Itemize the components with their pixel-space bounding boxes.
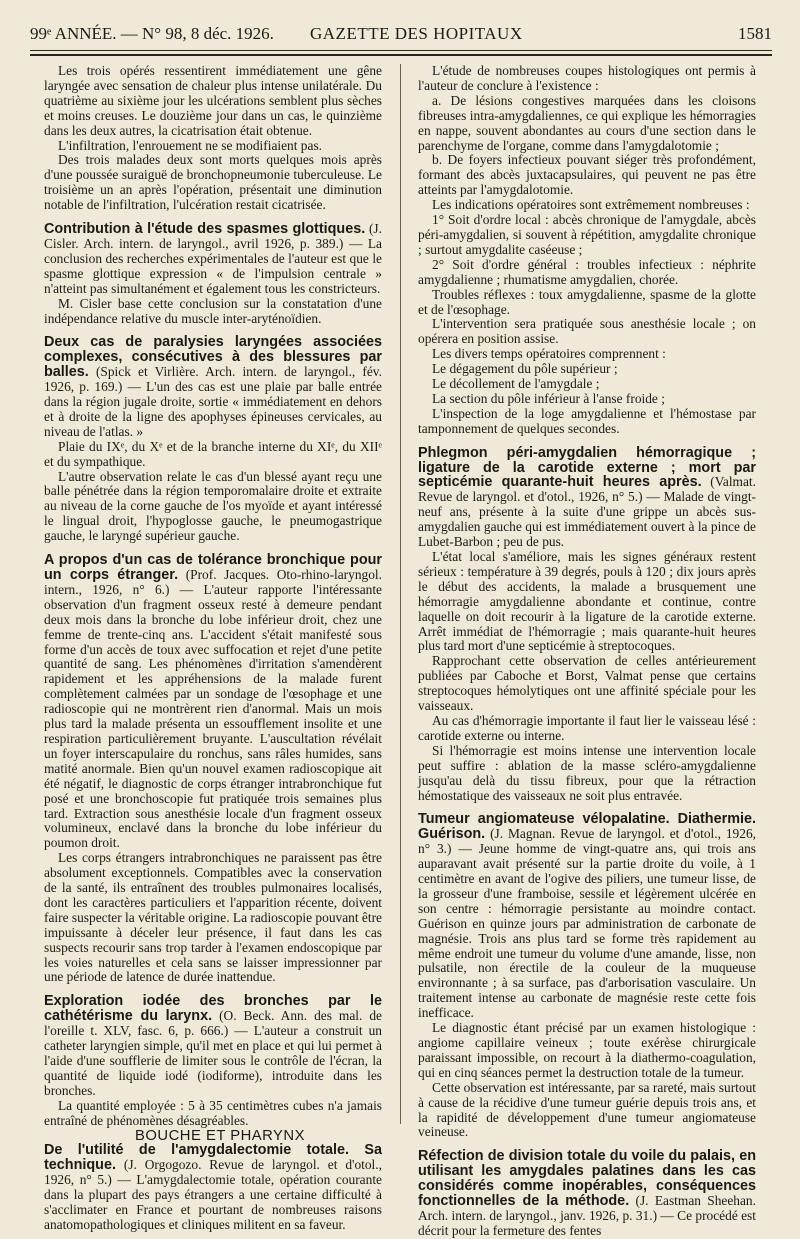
- paragraph: Si l'hémorragie est moins intense une intervention locale peut suffire : ablation de la masse scléro-amygdalienne jusqu'au delà du tissu fibreux, pour que la rétraction hémostatique des vaisseaux ne soit plus entravée.: [418, 742, 756, 803]
- article-tumeur-angiomateuse: [418, 812, 756, 1021]
- article-tolerance-bronchique: [44, 553, 382, 851]
- header-rule-thin: [30, 50, 772, 51]
- article-reference: (O. Beck. Ann. des mal. de l'oreille t. XLV, fasc. 6, p. 666.): [44, 1008, 382, 1039]
- article-reference: (Prof. Jacques. Oto-rhino-laryngol. intern., 1926, n° 6.): [44, 567, 382, 597]
- article-text: — L'amygdalectomie totale, opération courante dans la plupart des pays étrangers a une certaine difficulté à s'acclimater en France et pourtant de nombreuses raisons anatomopathologiques et cliniques militent en sa faveur.: [44, 1172, 382, 1232]
- article-refection-voile: [418, 1149, 756, 1238]
- article-text: — L'auteur a construit un catheter laryngien simple, qu'il met en place et qui lui permet à l'aide d'une soufflerie de limiter sous le contrôle de l'écran, la quantité de liquide iodé (iodiforme), introduite dans les bronches.: [44, 1023, 382, 1098]
- article-paralysies-laryngees: [44, 335, 382, 439]
- header-rule-thick: [30, 54, 772, 56]
- article-reference: (Spick et Virlière. Arch. intern. de laryngol., fév. 1926, p. 169.): [44, 364, 382, 395]
- paragraph: Les trois opérés ressentirent immédiatement une gêne laryngée avec sensation de chaleur plus intense unilatérale. Du quatrième au sixième jour les ulcérations semblent plus sèches et moins creuses. Le douzième jour dans un cas, le quinzième dans les deux autres, la cicatrisation était obtenue.: [44, 63, 382, 138]
- paragraph: Des trois malades deux sont morts quelques mois après d'une poussée suraiguë de bronchopneumonie tuberculeuse. Le troisième un an après l'opération, présentait une diminution notable de l'infiltration, l'ulcération restait cicatrisée.: [44, 152, 382, 213]
- article-text: — Malade de vingt-neuf ans, présente à la suite d'une grippe un abcès sus-amygdalien gauche qui est immédiatement ouvert à la pince de Lubet-Barbon ; peu de pus.: [418, 489, 757, 550]
- section-title: BOUCHE ET PHARYNX: [135, 1127, 305, 1144]
- paragraph: a. De lésions congestives marquées dans les cloisons fibreuses intra-amygdaliennes, ce qui explique les hémorragies en nappe, souvent abondantes au cours d'une section dans le parenchyme de l'organe, comme dans l'amygdalotomie ;: [418, 92, 756, 153]
- paragraph: Le dégagement du pôle supérieur ;: [432, 361, 618, 377]
- paragraph: Les corps étrangers intrabronchiques ne paraissent pas être absolument exceptionnels. Compatibles avec la conservation de la santé, ils entraînent des troubles pulmonaires localisés, dont les caractères particuliers et l'apparition récente, doivent faire suspecter la véritable origine. La radioscopie pouvant être impuissante à déceler leur présence, il faut dans les cas suspects recourir sans trop tarder à l'examen endoscopique par les voies naturelles et cela sans se laisser impressionner par une période de latence de durée inattendue.: [44, 850, 382, 985]
- paragraph: Le décollement de l'amygdale ;: [432, 376, 600, 392]
- article-amygdalectomie: [44, 1143, 382, 1232]
- paragraph: L'autre observation relate le cas d'un blessé ayant reçu une balle pénétrée dans la région temporomalaire droite et extraite au niveau de la corne gauche de l'os myoïde et ayant intéressé le lingual droit, l'hypoglosse gauche, le pneumogastrique gauche, le laryngé supérieur gauche.: [44, 468, 382, 544]
- article-reference: (Valmat. Revue de laryngol. et d'otol., 1926, n° 5.): [418, 474, 756, 505]
- paragraph: L'infiltration, l'enrouement ne se modifiaient pas.: [58, 137, 323, 153]
- article-title: Deux cas de paralysies laryngées associées complexes, consécutives à des blessures par balles.: [44, 334, 382, 381]
- right-column: [418, 63, 757, 1238]
- paragraph: La quantité employée : 5 à 35 centimètres cubes n'a jamais entraîné de phénomènes désagréables.: [44, 1097, 382, 1128]
- page-number: 1581: [738, 24, 772, 43]
- paragraph: L'intervention sera pratiquée sous anesthésie locale ; on opérera en position assise.: [418, 316, 756, 347]
- article-title: Exploration iodée des bronches par le cathétérisme du larynx.: [44, 993, 382, 1025]
- paragraph: 1° Soit d'ordre local : abcès chronique de l'amygdale, abcès péri-amygdalien, si souvent à répétition, amygdalite chronique ; surtout amygdalite caséeuse ;: [418, 212, 756, 257]
- paragraph: 2° Soit d'ordre général : troubles infectieux : néphrite amygdalienne ; rhumatisme amygdalien, chorée.: [418, 256, 756, 287]
- article-text: — Jeune homme de vingt-quatre ans, qui trois ans auparavant avait présenté sur la partie droite du voile, à 1 centimètre en avant de l'ogive des piliers, une tumeur lisse, de la grosseur d'une framboise, sessile et légèrement ulcérée en son centre : hémorragie persistante au moindre contact. Guérison en quinze jours par administration de carbonate de magnésie. Trois ans plus tard se forme très rapidement au même endroit une tumeur du volume d'une amande, lisse, non pulsatile, non érectile de la couleur de la muqueuse environnante ; à sa surface, pas d'arborisation vasculaire. Un traitement intense au carbonate de magnésie reste cette fois inefficace.: [418, 841, 756, 1021]
- paragraph: Le diagnostic étant précisé par un examen histologique : angiome capillaire veineux ; toute exérèse chirurgicale paraissant impossible, on recourt à la diathermo-coagulation, qui en cinq séances permet la destruction totale de la tumeur.: [418, 1020, 756, 1080]
- paragraph: M. Cisler base cette conclusion sur la constatation d'une indépendance relative du muscle inter-aryténoïdien.: [44, 295, 382, 326]
- paragraph: Troubles réflexes : toux amygdalienne, spasme de la glotte et de l'œsophage.: [418, 286, 756, 317]
- article-phlegmon: [418, 446, 756, 550]
- article-title: A propos d'un cas de tolérance bronchique pour un corps étranger.: [44, 552, 382, 583]
- running-head: [30, 18, 772, 46]
- paragraph: Au cas d'hémorragie importante il faut lier le vaisseau lésé : carotide externe ou interne.: [418, 712, 756, 743]
- article-text: — L'un des cas est une plaie par balle entrée dans la région jugale droite, sortie « immédiatement en dehors et à droite de la ligne des apophyses épineuses cervicales, au niveau de l'atlas. »: [44, 379, 382, 439]
- paragraph: L'inspection de la loge amygdalienne et l'hémostase par tamponnement de quelques secondes.: [418, 405, 756, 436]
- paragraph: Les indications opératoires sont extrêmement nombreuses :: [432, 197, 750, 213]
- article-text: — Ce procédé est décrit pour la fermeture des fentes: [418, 1207, 756, 1238]
- article-title: Phlegmon péri-amygdalien hémorragique ; ligature de la carotide externe ; mort par septicémie quarante-huit heures après.: [418, 444, 756, 491]
- article-spasmes-glottiques: [44, 222, 382, 297]
- article-text: — La conclusion des recherches expérimentales de l'auteur est que le spasme glottique expression « de l'impulsion centrale » n'atteint pas simultanément et également tous les constricteurs.: [44, 235, 382, 296]
- paragraph: Cette observation est intéressante, par sa rareté, mais surtout à cause de la récidive d'une tumeur guérie depuis trois ans, et la rapidité de développement d'une tumeur angiomateuse veineuse.: [418, 1079, 756, 1140]
- column-divider: [400, 64, 401, 1124]
- journal-title: GAZETTE DES HOPITAUX: [310, 24, 523, 43]
- paragraph: La section du pôle inférieur à l'anse froide ;: [432, 390, 665, 406]
- paragraph: Plaie du IXᵉ, du Xᵉ et de la branche interne du XIᵉ, du XIIᵉ et du sympathique.: [44, 438, 382, 469]
- left-column: [44, 63, 383, 1232]
- article-exploration-iodee: [44, 994, 382, 1098]
- article-title: De l'utilité de l'amygdalectomie totale. Sa technique.: [44, 1142, 382, 1174]
- article-reference: (J. Magnan. Revue de laryngol. et d'otol., 1926, n° 3.): [418, 826, 756, 857]
- article-text: — L'auteur rapporte l'intéressante observation d'un fragment osseux resté à demeure pendant deux mois dans la bronche du lobe inférieur droit, chez une femme de trente-cinq ans. L'accident s'était manifesté sous forme d'un accès de toux avec suffocation et rejet d'une petite quantité de sang. Les phénomènes d'irritation s'amendèrent rapidement et les appréhensions de la malade furent complètement calmées par un sondage de l'œsophage et une radioscopie qui ne montrèrent rien d'anormal. Mais un mois plus tard la malade présenta un essoufflement insolite et une respiration particulièrement bruyante. L'auscultation révélait un foyer interscapulaire du ronchus, sans râles humides, sans matité anormale. Bien qu'un nouvel examen radioscopique ait été négatif, le diagnostic de corps étranger intrabronchique fut posé et une bronchoscopie fut pratiquée trois semaines plus tard. Extraction sous anesthésie locale d'un fragment osseux volumineux, enclavé dans la bronche du lobe inférieur du poumon droit.: [44, 581, 383, 851]
- article-reference: (J. Orgogozo. Revue de laryngol. et d'otol., 1926, n° 5.): [44, 1157, 382, 1188]
- paragraph: Les divers temps opératoires comprennent :: [432, 346, 666, 362]
- article-title: Réfection de division totale du voile du palais, en utilisant les amygdales palatines dans les cas considérés comme inopérables, conséquences fonctionnelles de la méthode.: [418, 1148, 756, 1210]
- issue-info: 99ᵉ ANNÉE. — N° 98, 8 déc. 1926.: [30, 24, 274, 43]
- article-reference: (J. Eastman Sheehan. Arch. intern. de laryngol., janv. 1926, p. 31.): [418, 1193, 756, 1223]
- article-reference: (J. Cisler. Arch. intern. de laryngol., avril 1926, p. 389.): [44, 221, 382, 251]
- article-title: Contribution à l'étude des spasmes glottiques.: [44, 221, 366, 238]
- article-title: Tumeur angiomateuse vélopalatine. Diathermie. Guérison.: [418, 811, 756, 843]
- paragraph: L'état local s'améliore, mais les signes généraux restent sérieux : température à 39 degrés, pouls à 120 ; dix jours après le début des accidents, la malade a brusquement une hémorragie amygdalienne abondante et continue, contre laquelle on doit recourir à la ligature de la carotide externe. Arrêt immédiat de l'hémorragie ; mais quarante-huit heures plus tard mort d'une septicémie à streptocoques.: [418, 549, 756, 654]
- paragraph: Rapprochant cette observation de celles antérieurement publiées par Caboche et Borst, Valmat pense que certains streptocoques hémolytiques ont une affinité spéciale pour les vaisseaux.: [418, 653, 756, 714]
- paragraph: b. De foyers infectieux pouvant siéger très profondément, formant des abcès juxtacapsulaires, qui peuvent ne pas être atteints par l'amygdalotomie.: [418, 152, 756, 198]
- paragraph: L'étude de nombreuses coupes histologiques ont permis à l'auteur de conclure à l'existence :: [418, 63, 756, 93]
